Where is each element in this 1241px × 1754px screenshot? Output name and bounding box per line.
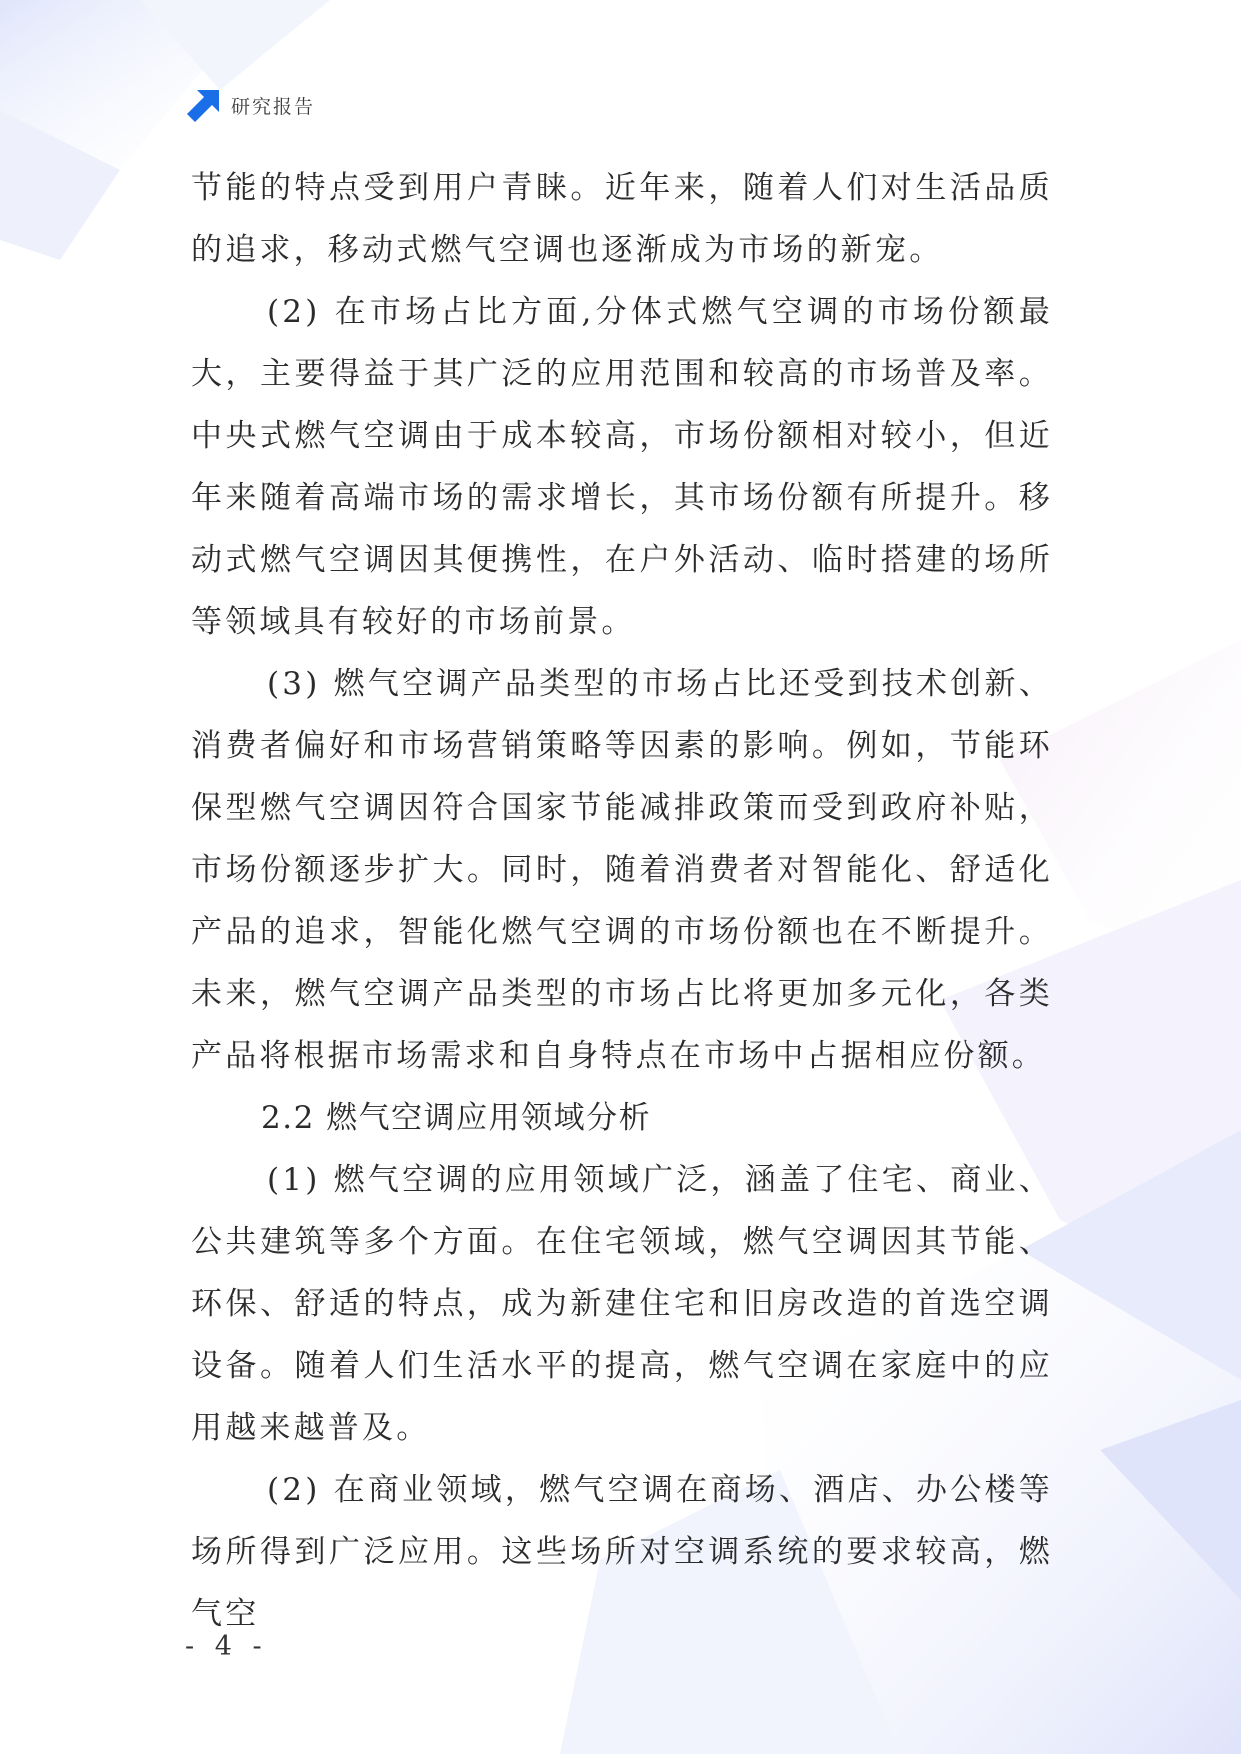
report-header — [187, 88, 315, 122]
paragraph: (3) 燃气空调产品类型的市场占比还受到技术创新、消费者偏好和市场营销策略等因素的影响。例如，节能环保型燃气空调因符合国家节能减排政策而受到政府补贴，市场份额逐步扩大。同时，随着消费者对智能化、舒适化产品的追求，智能化燃气空调的市场份额也在不断提升。未来，燃气空调产品类型的市场占比将更加多元化，各类产品将根据市场需求和自身特点在市场中占据相应份额。 — [191, 666, 1053, 1074]
header-title: 研究报告 — [231, 95, 316, 118]
paragraph: (1) 燃气空调的应用领域广泛，涵盖了住宅、商业、公共建筑等多个方面。在住宅领域，燃气空调因其节能、环保、舒适的特点，成为新建住宅和旧房改造的首选空调设备。随着人们生活水平的提高，燃气空调在家庭中的应用越来越普及。 — [191, 1162, 1053, 1446]
paragraph: (2) 在商业领域，燃气空调在商场、酒店、办公楼等场所得到广泛应用。这些场所对空调系统的要求较高，燃气空 — [191, 1472, 1053, 1632]
paragraph: 节能的特点受到用户青睐。近年来，随着人们对生活品质的追求，移动式燃气空调也逐渐成为市场的新宠。 — [191, 170, 1053, 268]
document-body — [191, 157, 1053, 1645]
page-number: - 4 - — [185, 1631, 268, 1662]
section-heading: 2.2 燃气空调应用领域分析 — [261, 1100, 652, 1136]
arrow-logo-icon — [187, 88, 221, 122]
paragraph: (2) 在市场占比方面,分体式燃气空调的市场份额最大，主要得益于其广泛的应用范围和较高的市场普及率。中央式燃气空调由于成本较高，市场份额相对较小，但近年来随着高端市场的需求增长，其市场份额有所提升。移动式燃气空调因其便携性，在户外活动、临时搭建的场所等领域具有较好的市场前景。 — [191, 294, 1053, 640]
